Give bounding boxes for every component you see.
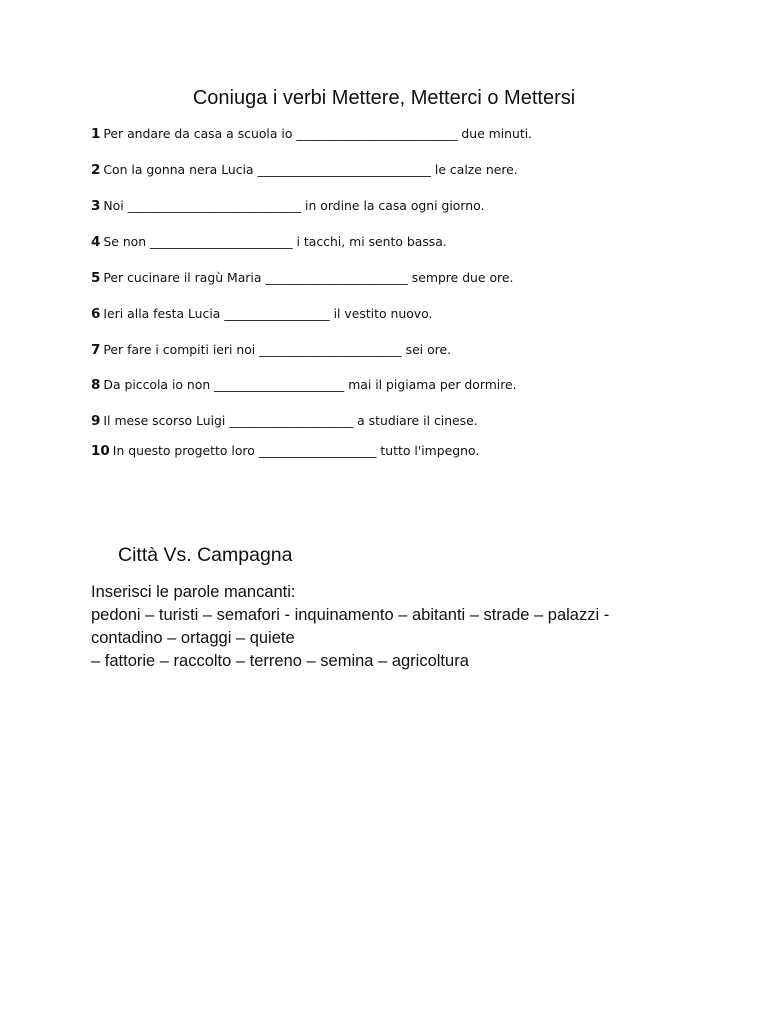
exercise-item-7 xyxy=(91,342,451,358)
exercise-item-1 xyxy=(91,126,532,142)
item-number: 9 xyxy=(91,413,101,429)
item-number: 3 xyxy=(91,198,101,214)
item-text: Da piccola io non _____________________ mai il pigiama per dormire. xyxy=(103,377,517,392)
item-text: Se non _______________________ i tacchi, mi sento bassa. xyxy=(103,234,447,249)
item-number: 7 xyxy=(91,342,101,358)
exercise-item-5 xyxy=(91,270,513,286)
item-number: 6 xyxy=(91,306,101,322)
item-text: Per fare i compiti ieri noi _______________________ sei ore. xyxy=(103,342,452,357)
word-list-line-1: pedoni – turisti – semafori - inquinamento – abitanti – strade – palazzi - xyxy=(91,606,610,624)
item-number: 8 xyxy=(91,377,101,393)
section-instruction: Inserisci le parole mancanti: xyxy=(91,583,296,601)
page-title: Coniuga i verbi Mettere, Metterci o Mettersi xyxy=(192,87,576,109)
item-text: Ieri alla festa Lucia _________________ il vestito nuovo. xyxy=(103,306,433,321)
exercise-item-4 xyxy=(91,234,447,250)
item-number: 1 xyxy=(91,126,101,142)
exercise-item-6 xyxy=(91,306,432,322)
section-title: Città Vs. Campagna xyxy=(118,544,293,566)
exercise-item-10 xyxy=(91,443,479,459)
item-text: Il mese scorso Luigi ____________________ a studiare il cinese. xyxy=(103,413,478,428)
word-list-line-2: contadino – ortaggi – quiete xyxy=(91,629,295,647)
item-text: Per andare da casa a scuola io __________________________ due minuti. xyxy=(103,126,533,141)
item-text: In questo progetto loro ___________________ tutto l'impegno. xyxy=(112,443,480,458)
item-text: Noi ____________________________ in ordine la casa ogni giorno. xyxy=(103,198,485,213)
item-number: 10 xyxy=(91,443,110,459)
exercise-item-3 xyxy=(91,198,484,214)
word-list-line-3: – fattorie – raccolto – terreno – semina – agricoltura xyxy=(91,652,469,670)
exercise-item-2 xyxy=(91,162,518,178)
item-text: Per cucinare il ragù Maria _______________________ sempre due ore. xyxy=(103,270,514,285)
exercise-item-9 xyxy=(91,413,478,429)
item-text: Con la gonna nera Lucia ____________________________ le calze nere. xyxy=(103,162,518,177)
item-number: 5 xyxy=(91,270,101,286)
item-number: 4 xyxy=(91,234,101,250)
exercise-item-8 xyxy=(91,377,517,393)
item-number: 2 xyxy=(91,162,101,178)
